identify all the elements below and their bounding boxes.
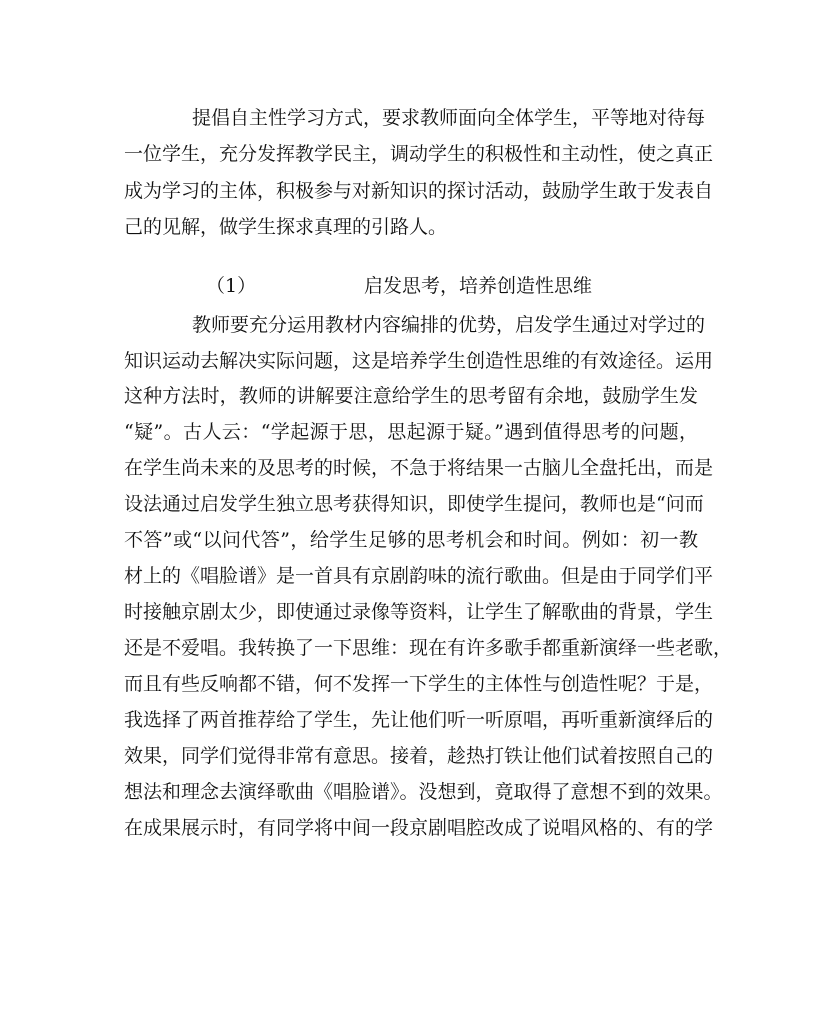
paragraph-2-line-11: 而且有些反响都不错，何不发挥一下学生的主体性与创造性呢？于是， [124, 673, 714, 695]
paragraph-2-line-9: 时接触京剧太少，即使通过录像等资料，让学生了解歌曲的背景，学生 [124, 601, 714, 623]
section-number: （1） [206, 275, 257, 297]
paragraph-2-line-14: 想法和理念去演绎歌曲《唱脸谱》。没想到，竟取得了意想不到的效果。 [124, 781, 723, 803]
paragraph-1-line-2: 一位学生，充分发挥教学民主，调动学生的积极性和主动性，使之真正 [124, 143, 714, 165]
paragraph-1-line-3: 成为学习的主体，积极参与对新知识的探讨活动，鼓励学生敢于发表自 [124, 180, 714, 202]
paragraph-2-line-12: 我选择了两首推荐给了学生，先让他们听一听原唱，再听重新演绎后的 [124, 709, 714, 731]
paragraph-2-line-10: 还是不爱唱。我转换了一下思维：现在有许多歌手都重新演绎一些老歌， [124, 637, 733, 659]
paragraph-2-line-8: 材上的《唱脸谱》是一首具有京剧韵味的流行歌曲。但是由于同学们平 [124, 565, 714, 587]
paragraph-2-line-3: 这种方法时，教师的讲解要注意给学生的思考留有余地，鼓励学生发 [124, 385, 698, 407]
paragraph-2-line-5: 在学生尚未来的及思考的时候，不急于将结果一古脑儿全盘托出，而是 [124, 457, 714, 479]
paragraph-2-line-1: 教师要充分运用教材内容编排的优势，启发学生通过对学过的 [192, 314, 706, 336]
paragraph-2-line-6: 设法通过启发学生独立思考获得知识，即使学生提问，教师也是“问而 [124, 493, 704, 515]
paragraph-1-line-4: 己的见解，做学生探求真理的引路人。 [124, 216, 448, 238]
paragraph-2-line-15: 在成果展示时，有同学将中间一段京剧唱腔改成了说唱风格的、有的学 [124, 817, 714, 839]
paragraph-2-line-13: 效果，同学们觉得非常有意思。接着，趁热打铁让他们试着按照自己的 [124, 745, 714, 767]
paragraph-1-line-1: 提倡自主性学习方式，要求教师面向全体学生，平等地对待每 [192, 107, 706, 129]
paragraph-2-line-2: 知识运动去解决实际问题，这是培养学生创造性思维的有效途径。运用 [124, 350, 714, 372]
paragraph-2-line-4: “疑”。古人云：“学起源于思，思起源于疑。”遇到值得思考的问题， [124, 421, 698, 443]
paragraph-2-line-7: 不答”或“以问代答”，给学生足够的思考机会和时间。例如：初一教 [124, 529, 698, 551]
section-title: 启发思考，培养创造性思维 [364, 275, 593, 297]
